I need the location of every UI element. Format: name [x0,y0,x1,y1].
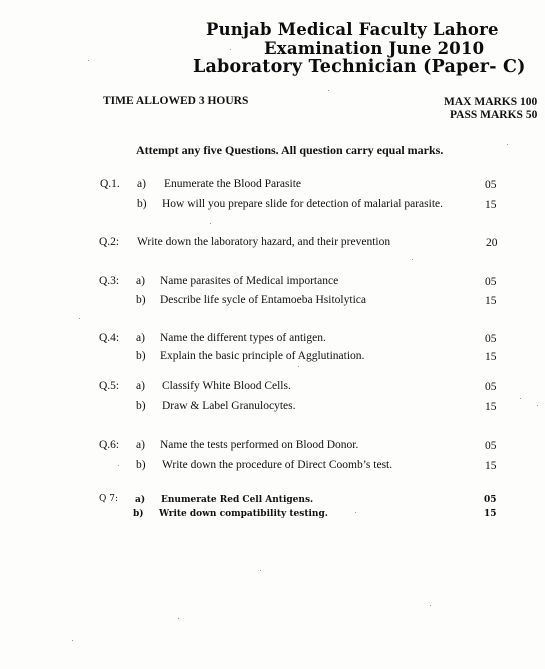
part-label: a) [136,380,145,392]
question-marks: 05 [485,381,497,393]
question-marks: 15 [485,401,497,413]
part-label: b) [136,459,146,471]
question-marks: 05 [485,179,497,191]
question-text: Enumerate the Blood Parasite [164,178,302,190]
exam-session-title: Examination June 2010 [264,39,485,58]
question-number: Q.5: [99,380,120,392]
part-label: a) [136,439,145,451]
question-marks: 05 [484,495,497,505]
question-text: Write down the laboratory hazard, and their prevention [137,236,391,248]
question-text: Explain the basic principle of Agglutination. [160,350,365,362]
instructions: Attempt any five Questions. All question carry equal marks. [136,143,444,157]
question-number: Q.3: [99,275,120,287]
part-label: b) [136,294,146,306]
question-number: Q 7: [99,494,118,504]
question-text: Write down the procedure of Direct Coomb’s test. [162,459,393,471]
question-marks: 20 [486,237,498,249]
part-label: a) [137,178,146,190]
question-marks: 15 [485,199,497,211]
institution-title: Punjab Medical Faculty Lahore [206,20,499,39]
paper-title: Laboratory Technician (Paper- C) [193,57,526,77]
question-text: Name the different types of antigen. [160,332,326,344]
question-marks: 05 [485,440,497,452]
part-label: b) [137,198,147,210]
time-allowed: TIME ALLOWED 3 HOURS [103,95,249,107]
part-label: b) [136,350,146,362]
question-text: Draw & Label Granulocytes. [162,400,296,412]
question-text: Name the tests performed on Blood Donor. [160,439,359,451]
question-number: Q.4: [99,332,120,344]
max-marks: MAX MARKS 100 [444,96,538,108]
question-text: How will you prepare slide for detection of malarial parasite. [162,198,444,210]
part-label: a) [135,495,146,505]
question-text: Enumerate Red Cell Antigens. [161,495,314,505]
question-marks: 15 [485,295,497,307]
question-marks: 15 [485,460,497,472]
question-number: Q.2: [99,236,120,248]
part-label: b) [133,509,144,519]
part-label: a) [136,332,145,344]
question-number: Q.1. [100,178,120,190]
question-text: Write down compatibility testing. [159,509,328,519]
question-marks: 05 [485,333,497,345]
question-text: Classify White Blood Cells. [162,380,291,392]
question-number: Q.6: [99,439,120,451]
question-text: Describe life sycle of Entamoeba Hsitolytica [160,294,366,306]
question-marks: 05 [485,276,497,288]
part-label: a) [136,275,145,287]
question-marks: 15 [485,351,497,363]
part-label: b) [136,400,146,412]
question-text: Name parasites of Medical importance [160,275,339,287]
question-marks: 15 [484,509,497,519]
pass-marks: PASS MARKS 50 [450,109,538,121]
